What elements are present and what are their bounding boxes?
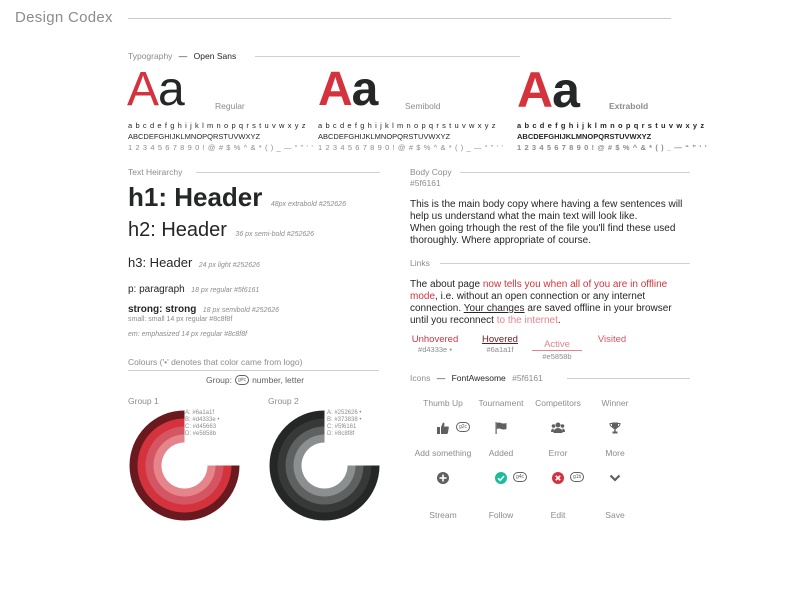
- page-title: Design Codex: [15, 9, 113, 26]
- weight-extrabold-label: Extrabold: [609, 101, 649, 111]
- semibold-lowercase: a b c d e f g h i j k l m n o p q r s t u v w x y z: [318, 121, 497, 130]
- sample-semibold: Aa: [318, 63, 378, 116]
- group1-label: Group 1: [128, 396, 159, 406]
- h1-sample: h1: Header 48px extrabold #252626: [128, 182, 346, 212]
- typography-divider: [255, 56, 520, 57]
- strong-sample: strong: strong 18 px semibold #252626: [128, 304, 280, 315]
- typography-heading: [128, 51, 236, 61]
- group-bubble: g#c: [235, 375, 249, 385]
- group-legend: Group: g#c number, letter: [206, 375, 305, 385]
- regular-uppercase: ABCDEFGHIJKLMNOPQRSTUVWXYZ: [128, 132, 261, 141]
- icon-label-follow: Follow: [488, 510, 514, 520]
- added-bubble: g4c: [513, 472, 527, 482]
- h2-sample: h2: Header 36 px semi-bold #252626: [128, 219, 315, 241]
- em-sample: em: emphasized 14 px regular #8c8f8f: [128, 331, 248, 338]
- group2-ring-chart: [269, 410, 380, 521]
- your-changes-link[interactable]: Your changes: [463, 303, 525, 314]
- semibold-uppercase: ABCDEFGHIJKLMNOPQRSTUVWXYZ: [318, 132, 451, 141]
- icon-label-added: Added: [488, 448, 514, 458]
- hierarchy-heading: Text Heirarchy: [128, 167, 183, 177]
- links-paragraph: The about page now tells you when all of you are in offline mode, i.e. without an open connection or any internet connection. Your changes are saved offline in your browser until you reconnect to the internet.: [410, 279, 672, 326]
- weight-semibold-label: Semibold: [405, 101, 441, 111]
- body-copy-divider: [460, 172, 690, 173]
- links-heading: Links: [410, 258, 430, 268]
- error-bubble: g1b: [570, 472, 584, 482]
- hierarchy-divider: [196, 172, 380, 173]
- thumbs-up-icon[interactable]: [436, 421, 450, 435]
- offline-link[interactable]: now tells you when all of you are in offline mode: [410, 279, 668, 302]
- typography-dash: —: [178, 51, 188, 61]
- extrabold-lowercase: a b c d e f g h i j k l m n o p q r s t u v w x y z: [517, 121, 705, 130]
- title-divider: [128, 18, 671, 19]
- plus-circle-icon[interactable]: [436, 471, 450, 485]
- icon-label-winner: Winner: [601, 398, 629, 408]
- typography-label: Typography: [128, 51, 173, 61]
- colours-divider: [128, 370, 379, 371]
- link-state-active[interactable]: Active #e5858b: [532, 334, 582, 361]
- users-icon[interactable]: [551, 421, 565, 435]
- ring-hole: [162, 443, 208, 489]
- link-state-visited[interactable]: Visited: [597, 334, 627, 345]
- thumbs-up-bubble: g2c: [456, 422, 470, 432]
- extrabold-numbers: 1 2 3 4 5 6 7 8 9 0 ! @ # $ % ^ & * ( ) _ — “ ” ‘ ’: [517, 143, 708, 152]
- chevron-down-icon[interactable]: [608, 471, 622, 485]
- icon-label-error: Error: [548, 448, 568, 458]
- h3-sample: h3: Header 24 px light #252626: [128, 255, 260, 270]
- sample-extrabold: Aa: [517, 62, 579, 118]
- body-copy-heading: Body Copy: [410, 167, 452, 177]
- small-sample: small: small 14 px regular #8c8f8f: [128, 316, 233, 323]
- icon-label-competitors: Competitors: [535, 398, 581, 408]
- icons-divider: [567, 378, 690, 379]
- icon-label-more: More: [605, 448, 625, 458]
- group1-swatch-list: A: #6a1a1f B: #d4333e • C: #d45663 D: #e5858b: [185, 410, 220, 437]
- group1-ring-chart: [129, 410, 240, 521]
- semibold-numbers: 1 2 3 4 5 6 7 8 9 0 ! @ # $ % ^ & * ( ) _ — “ ” ‘ ’: [318, 143, 504, 152]
- icon-label-edit: Edit: [550, 510, 566, 520]
- trophy-icon[interactable]: [608, 421, 622, 435]
- icon-label-tournament: Tournament: [478, 398, 524, 408]
- icons-heading: Icons — FontAwesome #5f6161: [410, 373, 543, 383]
- font-name: Open Sans: [193, 51, 237, 61]
- check-circle-icon[interactable]: [494, 471, 508, 485]
- group2-label: Group 2: [268, 396, 299, 406]
- links-divider: [440, 263, 690, 264]
- body-copy-text: This is the main body copy where having a few sentences will help us understand what the main text will look like. When going trhough the rest of the file you'll find these used thoroughly. Where appropriate of course.: [410, 199, 683, 246]
- icon-label-thumb-up: Thumb Up: [423, 398, 463, 408]
- flag-icon[interactable]: [494, 421, 508, 435]
- p-sample: p: paragraph 18 px regular #5f6161: [128, 284, 260, 295]
- weight-regular-label: Regular: [215, 101, 245, 111]
- link-state-unhovered[interactable]: Unhovered #d4333e •: [411, 334, 459, 354]
- icon-label-stream: Stream: [429, 510, 457, 520]
- extrabold-uppercase: ABCDEFGHIJKLMNOPQRSTUVWXYZ: [517, 132, 652, 141]
- times-circle-icon[interactable]: [551, 471, 565, 485]
- icon-label-save: Save: [605, 510, 625, 520]
- sample-regular: Aa: [127, 63, 184, 116]
- ring-hole: [302, 443, 348, 489]
- body-copy-hex: #5f6161: [410, 178, 441, 188]
- colours-heading: Colours ('•' denotes that color came from logo): [128, 357, 303, 367]
- group2-swatch-list: A: #252626 • B: #373838 • C: #5f6161 D: #8c8f8f: [327, 410, 362, 437]
- regular-numbers: 1 2 3 4 5 6 7 8 9 0 ! @ # $ % ^ & * ( ) _ — “ ” ‘ ’: [128, 143, 314, 152]
- icon-label-add-something: Add something: [414, 448, 472, 458]
- link-state-hovered[interactable]: Hovered #6a1a1f: [482, 334, 518, 354]
- regular-lowercase: a b c d e f g h i j k l m n o p q r s t u v w x y z: [128, 121, 307, 130]
- internet-link[interactable]: to the internet: [496, 315, 558, 326]
